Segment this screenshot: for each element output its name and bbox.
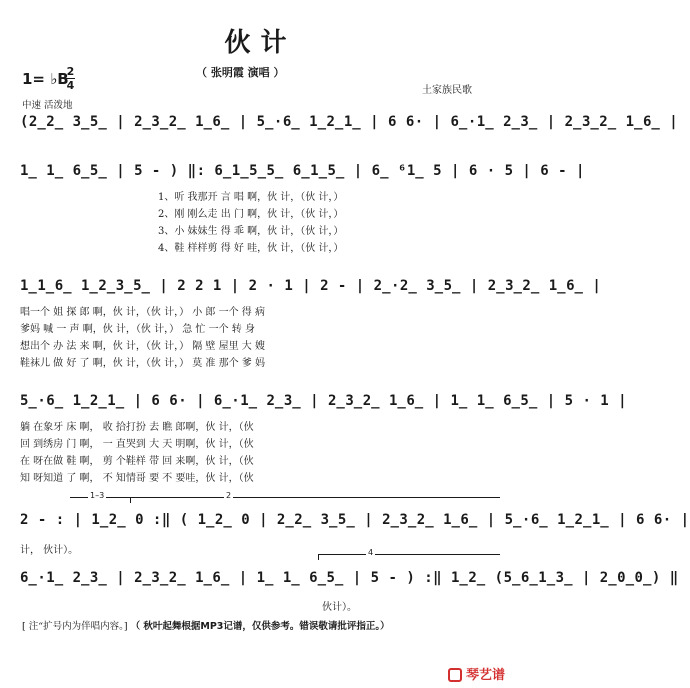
volta-2-label: 2 xyxy=(226,491,232,500)
key-signature: 1= ♭B xyxy=(22,70,69,88)
volta-1-label: 1–3 xyxy=(90,491,105,500)
lyric-row-2-verse-4: 4、鞋 样样剪 得 好 哇，伙 计，（伙 计，） xyxy=(158,243,344,254)
logo-text: 琴艺谱 xyxy=(466,668,506,683)
lyric-row-4-verse-4: 知 呀知道 了 啊， 不 知情哥 要 不 要哇，伙 计，（伙 xyxy=(20,473,254,484)
tempo-marking: 中速 活泼地 xyxy=(22,100,73,111)
time-numerator: 2 xyxy=(66,65,75,78)
lyric-row-2-verse-3: 3、小 妹妹生 得 乖 啊，伙 计，（伙 计，） xyxy=(158,226,344,237)
lyric-row-2-verse-1: 1、听 我那开 言 唱 啊，伙 计，（伙 计，） xyxy=(158,192,344,203)
volta-bracket-2 xyxy=(130,497,500,498)
notation-row-3: 1̲1̲6̲ 1̲2̲3̲5̲ | 2 2 1 | 2 · 1 | 2 - | 2̲·2̲ 3̲5̲ | 2̲3̲2̲ 1̲6̲ | xyxy=(20,278,602,294)
lyric-row-4-verse-3: 在 呀在做 鞋 啊， 剪 个鞋样 带 回 来啊，伙 计，（伙 xyxy=(20,456,254,467)
logo-icon xyxy=(448,668,462,682)
performer-credit: （ 张明霞 演唱 ） xyxy=(196,66,285,79)
song-origin: 土家族民歌 xyxy=(422,85,472,96)
time-signature xyxy=(66,66,75,91)
volta-4-label: 4 xyxy=(368,548,374,557)
notation-row-1: (2̲2̲ 3̲5̲ | 2̲3̲2̲ 1̲6̲ | 5̲·6̲ 1̲2̲1̲ | 6 6· | 6̲·1̲ 2̲3̲ | 2̲3̲2̲ 1̲6̲ | xyxy=(20,114,679,130)
volta-bracket-4 xyxy=(318,554,500,555)
lyric-row-5: 计， 伙计）。 xyxy=(20,545,79,556)
song-title: 伙计 xyxy=(224,28,297,58)
footer-note xyxy=(22,618,390,632)
footer-transcriber-note: （ 秋叶起舞根据MP3记谱，仅供参考。错误敬请批评指正。） xyxy=(130,621,390,632)
time-denominator: 4 xyxy=(66,79,75,92)
lyric-row-3-verse-4: 鞋袜儿 做 好 了 啊，伙 计，（伙 计，） 莫 准 那个 爹 妈 xyxy=(20,358,265,369)
lyric-row-3-verse-1: 唱一个 姐 探 郎 啊，伙 计，（伙 计，） 小 郎 一个 得 病 xyxy=(20,307,265,318)
lyric-row-2-verse-2: 2、刚 刚么走 出 门 啊，伙 计，（伙 计，） xyxy=(158,209,344,220)
site-logo xyxy=(448,664,505,683)
lyric-row-6: 伙计）。 xyxy=(322,602,357,613)
lyric-row-3-verse-3: 想出个 办 法 来 啊，伙 计，（伙 计，） 隔 壁 屋里 大 嫂 xyxy=(20,341,265,352)
notation-row-4: 5̲·6̲ 1̲2̲1̲ | 6 6· | 6̲·1̲ 2̲3̲ | 2̲3̲2̲ 1̲6̲ | 1̲ 1̲ 6̲5̲ | 5 · 1 | xyxy=(20,393,628,409)
notation-row-6: 6̲·1̲ 2̲3̲ | 2̲3̲2̲ 1̲6̲ | 1̲ 1̲ 6̲5̲ | 5 - ) :‖ 1̲2̲ (5̲6̲1̲3̲ | 2̲0̲0̲) ‖ xyxy=(20,570,679,586)
lyric-row-4-verse-1: 躺 在象牙 床 啊， 收 拾打扮 去 瞧 郎啊，伙 计，（伙 xyxy=(20,422,254,433)
notation-row-2: 1̲ 1̲ 6̲5̲ | 5 - ) ‖: 6̲1̲5̲5̲ 6̲1̲5̲ | 6̲ ⁶1̲ 5 | 6 · 5 | 6 - | xyxy=(20,163,585,179)
notation-row-5: 2 - : | 1̲2̲ 0 :‖ ( 1̲2̲ 0 | 2̲2̲ 3̲5̲ | 2̲3̲2̲ 1̲6̲ | 5̲·6̲ 1̲2̲1̲ | 6 6· | xyxy=(20,512,690,528)
lyric-row-3-verse-2: 爹妈 喊 一 声 啊，伙 计，（伙 计，） 急 忙 一个 转 身 xyxy=(20,324,255,335)
lyric-row-4-verse-2: 回 到绣房 门 啊， 一 直哭到 大 天 明啊，伙 计，（伙 xyxy=(20,439,254,450)
footer-note-bracket: [ 注“扩号内为伴唱内容。] xyxy=(22,621,128,632)
volta-bracket-4-start xyxy=(318,554,319,560)
